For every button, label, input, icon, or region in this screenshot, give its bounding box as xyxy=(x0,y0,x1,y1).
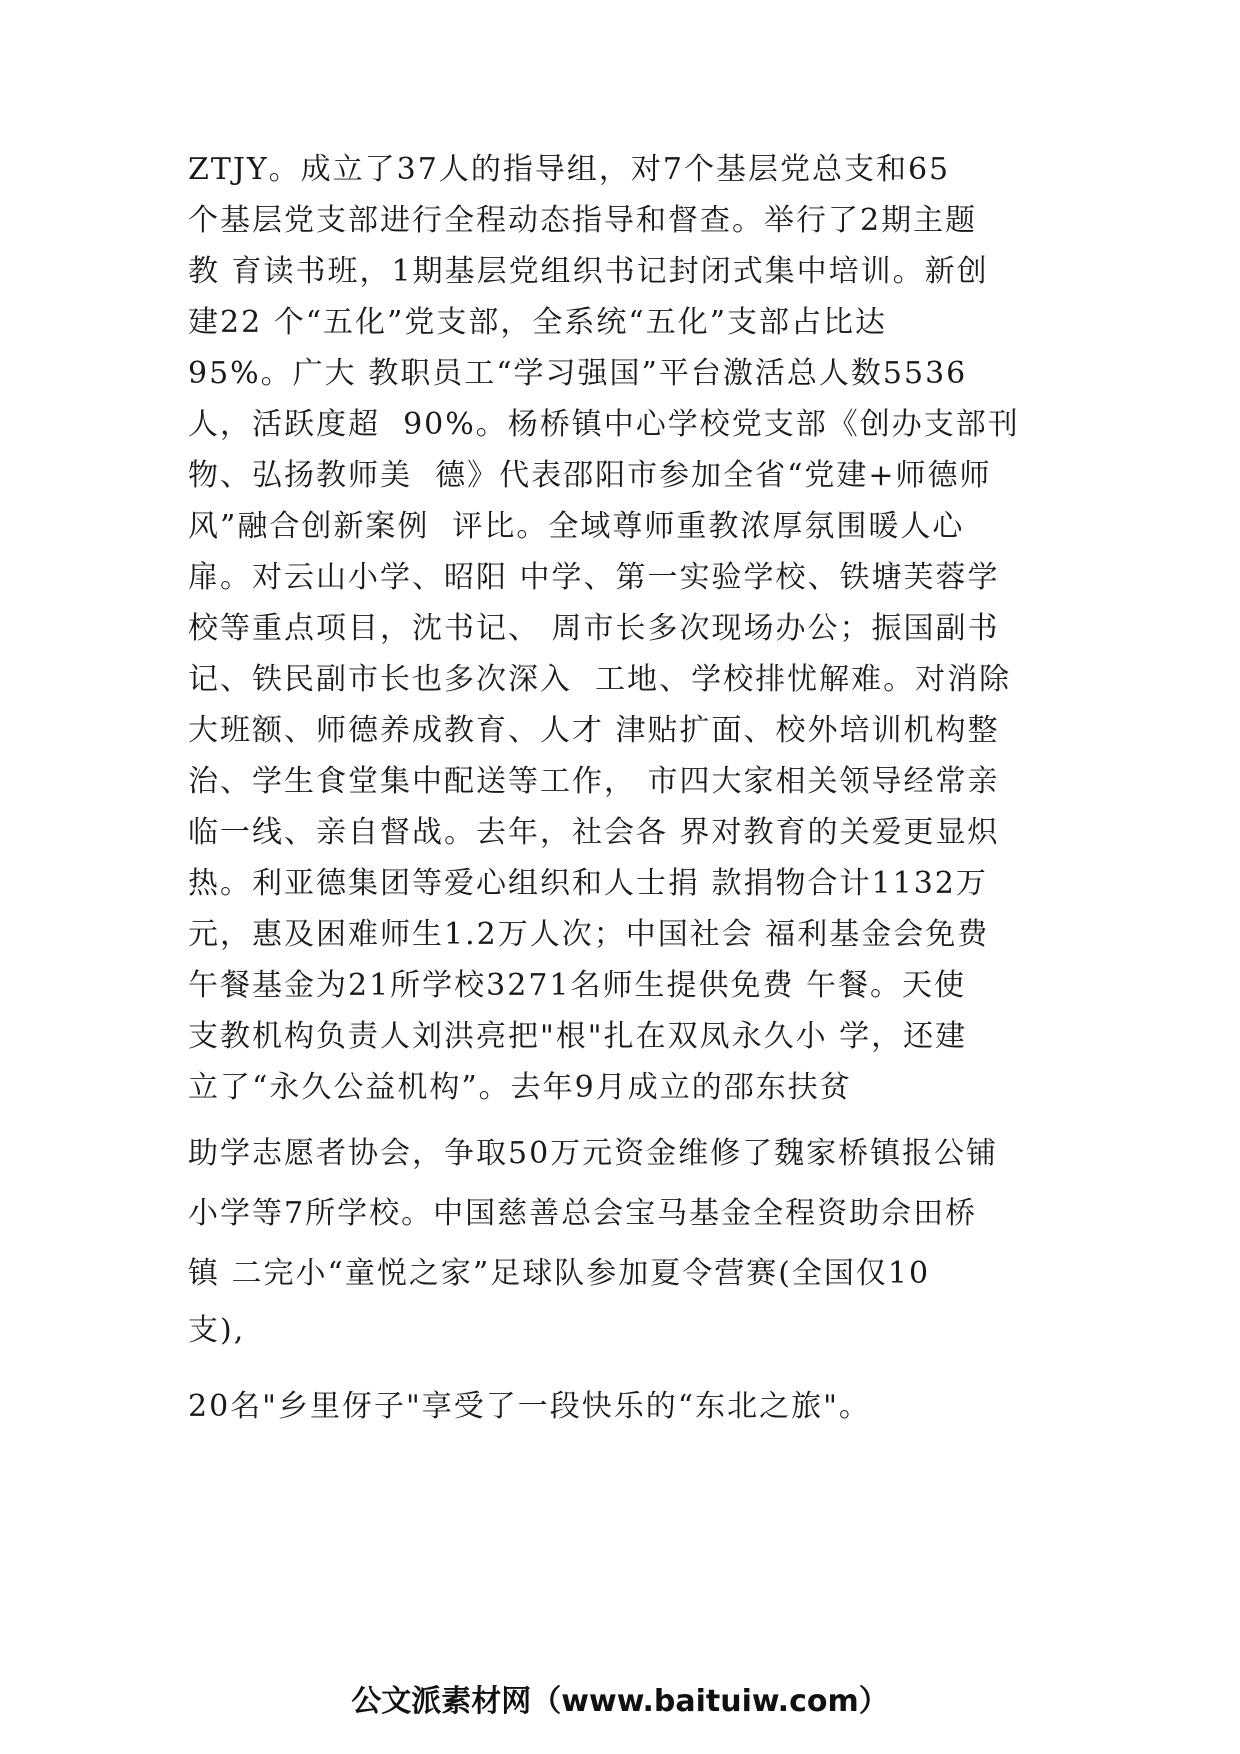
body-line: 小学等7所学校。中国慈善总会宝马基金全程资助佘田桥 xyxy=(188,1196,978,1231)
body-line: 热。利亚德集团等爱心组织和人士捐 款捐物合计1132万 xyxy=(188,866,988,901)
body-line: 记、铁民副市长也多次深入 工地、学校排忧解难。对消除 xyxy=(188,662,1012,697)
body-line: 个基层党支部进行全程动态指导和督查。举行了2期主题 xyxy=(188,203,978,238)
body-line: 助学志愿者协会，争取50万元资金维修了魏家桥镇报公铺 xyxy=(188,1136,999,1171)
body-line: 临一线、亲自督战。去年，社会各 界对教育的关爱更显炽 xyxy=(188,815,1000,850)
body-line: 镇 二完小“童悦之家”足球队参加夏令营赛(全国仅10 xyxy=(188,1256,931,1291)
body-line: 扉。对云山小学、昭阳 中学、第一实验学校、铁塘芙蓉学 xyxy=(188,560,1000,595)
body-line: 物、弘扬教师美 德》代表邵阳市参加全省“党建+师德师 xyxy=(188,458,992,493)
body-line: 大班额、师德养成教育、人才 津贴扩面、校外培训机构整 xyxy=(188,713,1000,748)
body-line: 人，活跃度超 90%。杨桥镇中心学校党支部《创办支部刊 xyxy=(188,407,1020,442)
body-line: 元，惠及困难师生1.2万人次；中国社会 福利基金会免费 xyxy=(188,917,990,952)
body-line: ZTJY。成立了37人的指导组，对7个基层党总支和65 xyxy=(188,152,951,187)
body-line: 建22 个“五化”党支部，全系统“五化”支部占比达 xyxy=(188,305,888,340)
footer-source: 公文派素材网（www.baituiw.com） xyxy=(351,1684,889,1719)
body-line: 教 育读书班，1期基层党组织书记封闭式集中培训。新创 xyxy=(188,254,989,289)
body-line: 支教机构负责人刘洪亮把"根"扎在双凤永久小 学，还建 xyxy=(188,1019,968,1054)
body-line: 午餐基金为21所学校3271名师生提供免费 午餐。天使 xyxy=(188,968,967,1003)
body-line: 立了“永久公益机构”。去年9月成立的邵东扶贫 xyxy=(188,1070,852,1105)
body-line: 校等重点项目，沈书记、 周市长多次现场办公；振国副书 xyxy=(188,611,1000,646)
body-line: 治、学生食堂集中配送等工作， 市四大家相关领导经常亲 xyxy=(188,764,1000,799)
body-line: 20名"乡里伢子"享受了一段快乐的“东北之旅"。 xyxy=(188,1389,871,1424)
body-line: 风”融合创新案例 评比。全域尊师重教浓厚氛围暖人心 xyxy=(188,509,965,544)
body-line: 95%。广大 教职员工“学习强国”平台激活总人数5536 xyxy=(188,356,968,391)
body-line: 支), xyxy=(188,1313,246,1348)
